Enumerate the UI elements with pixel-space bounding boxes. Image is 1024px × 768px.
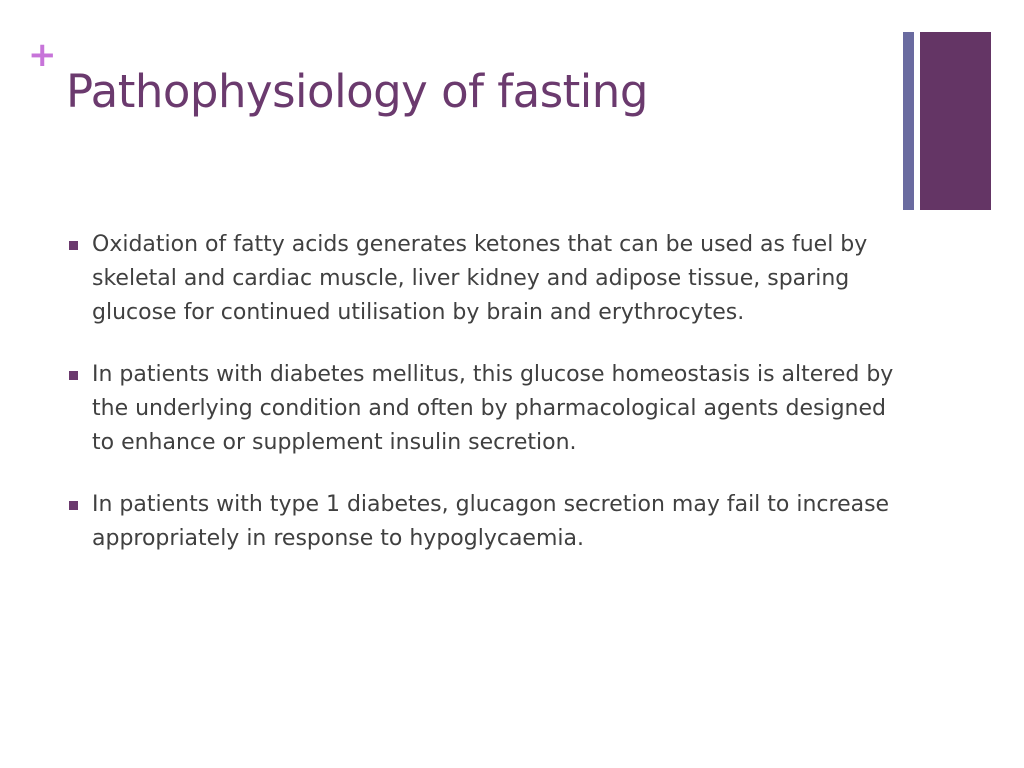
bullet-text: Oxidation of fatty acids generates ketones that can be used as fuel by skeletal and cardiac muscle, liver kidney and adipose tissue, sparing glucose for continued utilisation by brain and erythrocytes. bbox=[92, 232, 868, 325]
bullet-text: In patients with diabetes mellitus, this glucose homeostasis is altered by the underlying condition and often by pharmacological agents designed to enhance or supplement insulin secretion. bbox=[92, 362, 894, 455]
square-bullet-icon bbox=[69, 501, 78, 510]
accent-bar-thick bbox=[920, 32, 991, 210]
plus-icon: + bbox=[28, 35, 57, 75]
square-bullet-icon bbox=[69, 371, 78, 380]
square-bullet-icon bbox=[69, 241, 78, 250]
bullet-item bbox=[66, 358, 896, 460]
bullet-list bbox=[66, 228, 896, 584]
accent-bar-thin bbox=[903, 32, 914, 210]
slide-title: Pathophysiology of fasting bbox=[66, 65, 648, 118]
bullet-item bbox=[66, 228, 896, 330]
bullet-text: In patients with type 1 diabetes, glucagon secretion may fail to increase appropriately in response to hypoglycaemia. bbox=[92, 492, 890, 551]
bullet-item bbox=[66, 488, 896, 556]
